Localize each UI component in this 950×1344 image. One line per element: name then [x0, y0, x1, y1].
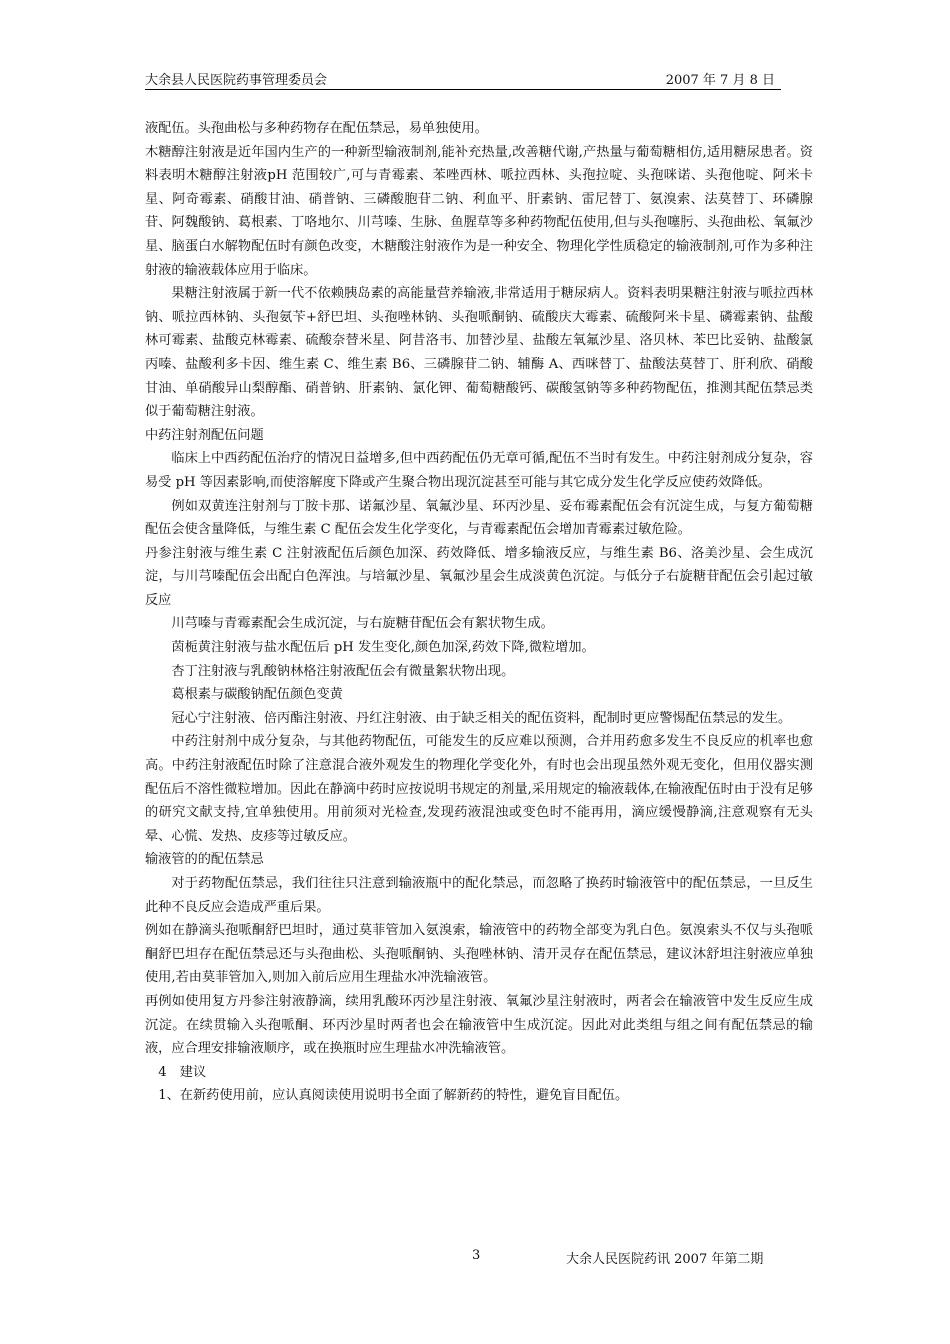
paragraph: 1、在新药使用前，应认真阅读使用说明书全面了解新药的特性，避免盲目配伍。 — [158, 1088, 629, 1104]
paragraph: 丹参注射液与维生素 C 注射液配伍后颜色加深、药效降低、增多输液反应，与维生素 B6、洛美沙星、会生成沉淀，与川芎嗪配伍会出配白色浑浊。与培氟沙星、氧氟沙星会生成淡黄色沉淀。与低分子右旋糖苷配伍会引起过敏反应 — [145, 545, 813, 608]
paragraph: 再例如使用复方丹参注射液静滴，续用乳酸环丙沙星注射液、氧氟沙星注射液时，两者会在输液管中发生反应生成沉淀。在续贯输入头孢哌酮、环丙沙星时两者也会在输液管中生成沉淀。因此对此类组与组之间有配伍禁忌的输液，应合理安排输液顺序，或在换瓶时应生理盐水冲洗输液管。 — [145, 993, 813, 1057]
section-heading: 中药注射剂配伍问题 — [145, 427, 264, 443]
paragraph: 中药注射剂中成分复杂，与其他药物配伍，可能发生的反应难以预测，合并用药愈多发生不良反应的机率也愈高。中药注射液配伍时除了注意混合液外观发生的物理化学变化外，有时也会出现虽然外观无变化，但用仪器实测配伍后不溶性微粒增加。因此在静滴中药时应按说明书规定的剂量,采用规定的输液载体,在输液配伍时由于没有足够的研究文献支持,宜单独使用。用前须对光检查,发现药液混浊或变色时不能再用，滴应缓慢静滴,注意观察有无头晕、心慌、发热、皮疹等过敏反应。 — [145, 734, 813, 844]
paragraph: 临床上中西药配伍治疗的情况日益增多,但中西药配伍仍无章可循,配伍不当时有发生。中药注射剂成分复杂，容易受 pH 等因素影响,而使溶解度下降或产生聚合物出现沉淀甚至可能与其它成分发生化学反应使药效降低。 — [145, 451, 813, 490]
paragraph: 例如双黄连注射剂与丁胺卡那、诺氟沙星、氧氟沙星、环丙沙星、妥布霉素配伍会有沉淀生成，与复方葡萄糖配伍会使含量降低，与维生素 C 配伍会发生化学变化，与青霉素配伍会增加青霉素过敏危险。 — [145, 498, 813, 538]
paragraph: 杏丁注射液与乳酸钠林格注射液配伍会有微量絮状物出现。 — [171, 663, 515, 679]
journal-name: 大余人民医院药讯 2007 年第二期 — [566, 1252, 764, 1267]
paragraph: 茵栀黄注射液与盐水配伍后 pH 发生变化,颜色加深,药效下降,微粒增加。 — [171, 640, 595, 656]
header-date: 2007 年 7 月 8 日 — [665, 73, 775, 88]
page-number: 3 — [472, 1248, 481, 1263]
paragraph: 葛根素与碳酸钠配伍颜色变黄 — [171, 687, 343, 703]
document-body — [145, 117, 813, 1108]
paragraph: 对于药物配伍禁忌，我们往往只注意到输液瓶中的配化禁忌，而忽略了换药时输液管中的配伍禁忌，一旦反生此种不良反应会造成严重后果。 — [145, 876, 813, 915]
paragraph: 液配伍。头孢曲松与多种药物存在配伍禁忌，易单独使用。 — [145, 121, 488, 136]
paragraph: 冠心宁注射液、倍丙酯注射液、丹红注射液、由于缺乏相关的配伍资料，配制时更应警惕配伍禁忌的发生。 — [171, 710, 792, 726]
header-organization: 大余县人民医院药事管理委员会 — [145, 73, 328, 88]
section-heading: 输液管的的配伍禁忌 — [145, 852, 264, 868]
paragraph: 例如在静滴头孢哌酮舒巴坦时，通过莫菲管加入氨溴索，输液管中的药物全部变为乳白色。氨溴索头不仅与头孢哌酮舒巴坦存在配伍禁忌还与头孢曲松、头孢哌酮钠、头孢唑林钠、清开灵存在配伍禁忌，建议沐舒坦注射液应单独使用,若由莫菲管加入,则加入前后应用生理盐水冲洗输液管。 — [145, 923, 813, 986]
paragraph: 木糖醇注射液是近年国内生产的一种新型输液制剂,能补充热量,改善糖代谢,产热量与葡萄糖相仿,适用糖尿患者。资料表明木糖醇注射液pH 范围较广,可与青霉素、苯唑西林、哌拉西林、头孢拉啶、头孢咪诺、头孢他啶、阿米卡星、阿奇霉素、硝酸甘油、硝普钠、三磷酸胞苷二钠、利血平、肝素钠、雷尼替丁、氨溴索、法莫替丁、环磷腺苷、阿魏酸钠、葛根素、丁咯地尔、川芎嗪、生脉、鱼腥草等多种药物配伍使用,但与头孢噻肟、头孢曲松、氧氟沙星、脑蛋白水解物配伍时有颜色改变，木糖酸注射液作为是一种安全、物理化学性质稳定的输液制剂,可作为多种注射液的输液载体应用于临床。 — [145, 144, 813, 278]
page-header — [145, 67, 781, 90]
paragraph: 果糖注射液属于新一代不依赖胰岛素的高能量营养输液,非常适用于糖尿病人。资料表明果糖注射液与哌拉西林钠、哌拉西林钠、头孢氨苄+舒巴坦、头孢唑林钠、头孢哌酮钠、硫酸庆大霉素、硫酸阿米卡星、磷霉素钠、盐酸林可霉素、盐酸克林霉素、硫酸奈替米星、阿昔洛韦、加替沙星、盐酸左氧氟沙星、洛贝林、苯巴比妥钠、盐酸氯丙嗪、盐酸利多卡因、维生素 C、维生素 B6、三磷腺苷二钠、辅酶 A、西咪替丁、盐酸法莫替丁、肝利欣、硝酸甘油、单硝酸异山梨醇酯、硝普钠、肝素钠、氯化钾、葡萄糖酸钙、碳酸氢钠等多种药物配伍，推测其配伍禁忌类似于葡萄糖注射液。 — [145, 286, 813, 420]
section-heading: 4 建议 — [158, 1064, 207, 1080]
paragraph: 川芎嗪与青霉素配会生成沉淀，与右旋糖苷配伍会有絮状物生成。 — [171, 616, 554, 632]
